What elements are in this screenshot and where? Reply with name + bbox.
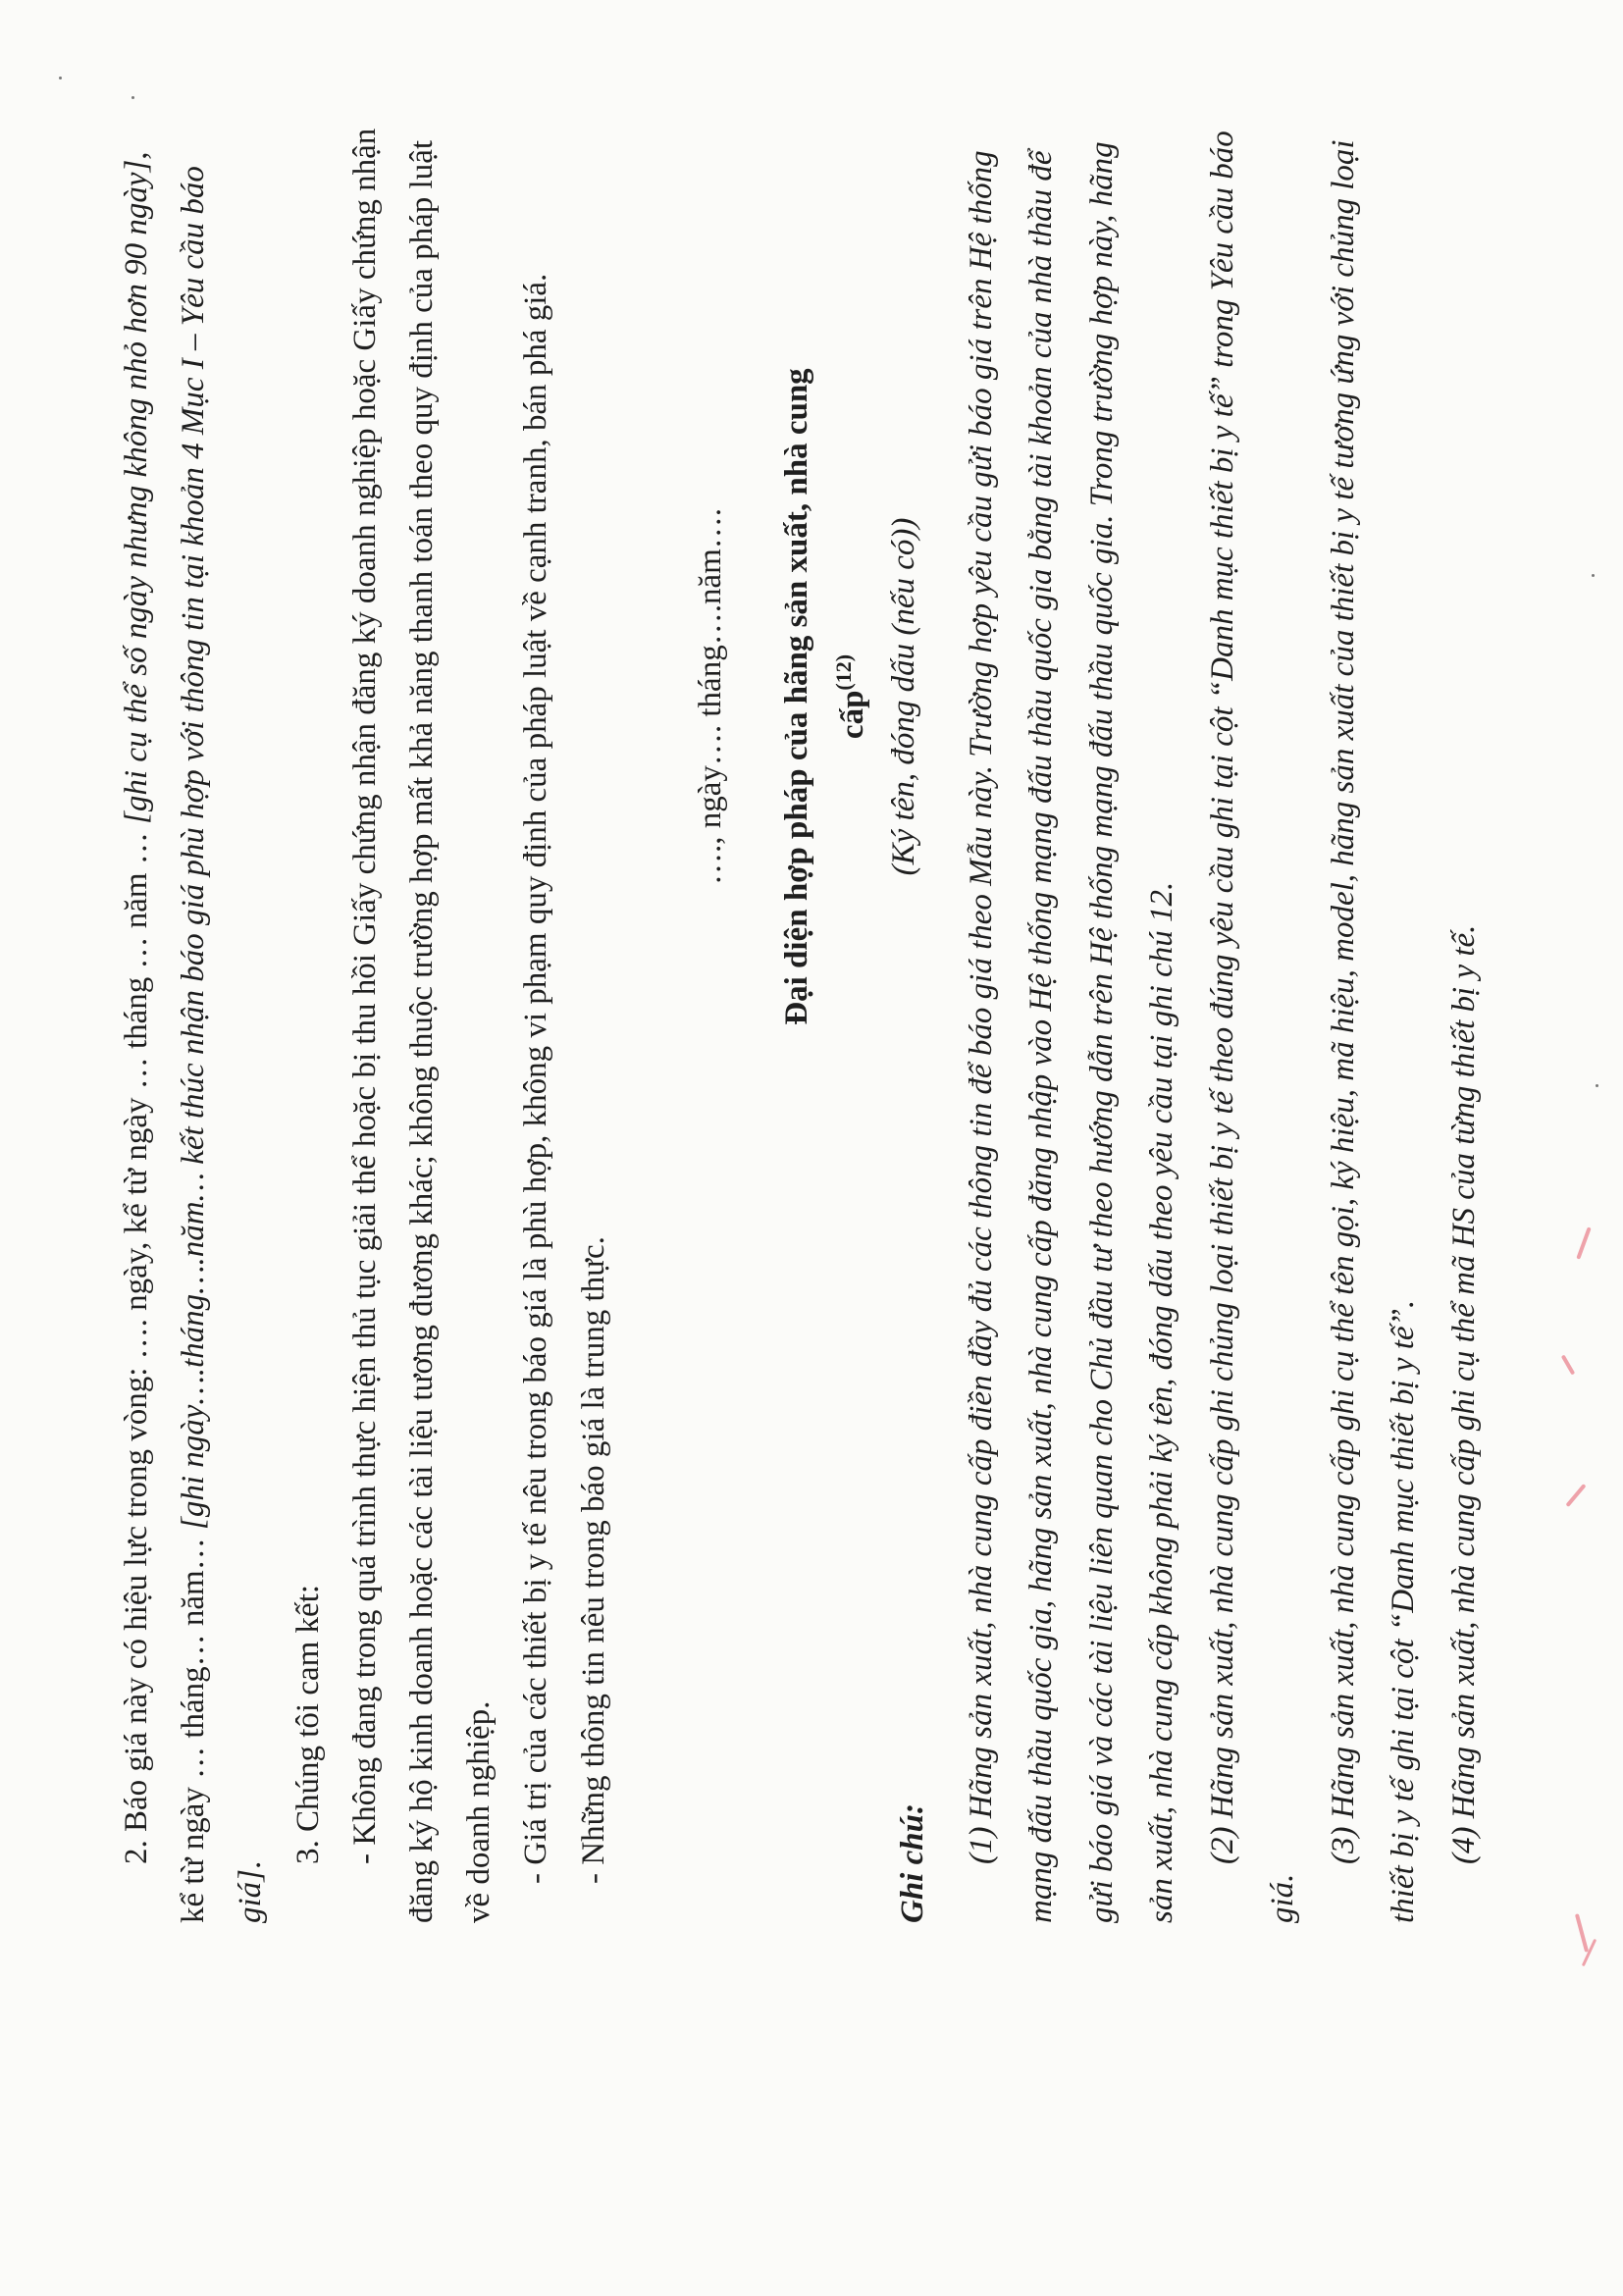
validity-text-e: .	[233, 1860, 269, 1869]
scan-speck-2	[131, 96, 134, 99]
validity-paragraph	[108, 128, 280, 1923]
validity-text-b: [ghi cụ thể số ngày nhưng không nhỏ hơn 90 ngày]	[119, 159, 154, 824]
commitment-item-2: - Giá trị của các thiết bị y tế nêu trong báo giá là phù hợp, không vi phạm quy định của pháp luật về cạnh tranh, bán phá giá.	[518, 273, 554, 1884]
representative-title-text: Đại diện hợp pháp của hãng sản xuất, nhà cung cấp	[779, 368, 870, 1025]
validity-text-d: [ghi ngày….tháng….năm… kết thúc nhận báo giá phù hợp với thông tin tại khoản 4 Mục I – Yêu cầu báo giá]	[176, 166, 269, 1923]
footnote-ref-12: (12)	[831, 653, 856, 691]
scan-speck-3	[1592, 574, 1595, 577]
date-line: …., ngày…. tháng….năm….	[693, 507, 728, 886]
note-1: (1) Hãng sản xuất, nhà cung cấp điền đầy đủ các thông tin để báo giá theo Mẫu này. Trường hợp yêu cầu gửi báo giá trên Hệ thống mạng đấu thầu quốc gia, hãng sản xuất, nhà cung cấp đăng nhập vào Hệ thống mạng đấu thầu quốc gia bằng tài khoản của nhà thầu để gửi báo giá và các tài liệu liên quan cho Chủ đầu tư theo hướng dẫn trên Hệ thống mạng đấu thầu quốc gia. Trong trường hợp này, hãng sản xuất, nhà cung cấp không phải ký tên, đóng dấu theo yêu cầu tại ghi chú 12.	[963, 141, 1179, 1923]
commitment-item-3: - Những thông tin nêu trong báo giá là trung thực.	[575, 1236, 611, 1884]
scan-speck-4	[1596, 1084, 1598, 1087]
sign-instruction: (Ký tên, đóng dấu (nếu có))	[886, 517, 921, 876]
note-4: (4) Hãng sản xuất, nhà cung cấp ghi cụ thể mã HS của từng thiết bị y tế.	[1445, 924, 1482, 1864]
commitment-item-1: - Không đang trong quá trình thực hiện thủ tục giải thể hoặc bị thu hồi Giấy chứng nhận đăng ký doanh nghiệp hoặc Giấy chứng nhận đăng ký hộ kinh doanh hoặc các tài liệu tương đương khác; không thuộc trường hợp mất khả năng thanh toán theo quy định của pháp luật về doanh nghiệp.	[346, 128, 497, 1923]
notes-title: Ghi chú:	[895, 1803, 930, 1923]
note-3: (3) Hãng sản xuất, nhà cung cấp ghi cụ thể tên gọi, ký hiệu, mã hiệu, model, hãng sản xuất của thiết bị y tế tương ứng với chủng loại thiết bị y tế ghi tại cột “Danh mục thiết bị y tế”.	[1325, 139, 1421, 1923]
validity-text-a: 2. Báo giá này có hiệu lực trong vòng: …. ngày, kể từ ngày … tháng … năm …	[119, 823, 154, 1864]
validity-text-c: , kể từ ngày … tháng… năm…	[119, 151, 212, 1923]
note-2: (2) Hãng sản xuất, nhà cung cấp ghi chủng loại thiết bị y tế theo đúng yêu cầu ghi tại cột “Danh mục thiết bị y tế” trong Yêu cầu báo giá.	[1204, 130, 1300, 1923]
quote-body	[108, 128, 622, 1923]
scan-speck-1	[59, 77, 62, 79]
commitment-title: 3. Chúng tôi cam kết:	[289, 1584, 326, 1864]
representative-title	[773, 324, 876, 1070]
notes-section	[883, 128, 1494, 1923]
